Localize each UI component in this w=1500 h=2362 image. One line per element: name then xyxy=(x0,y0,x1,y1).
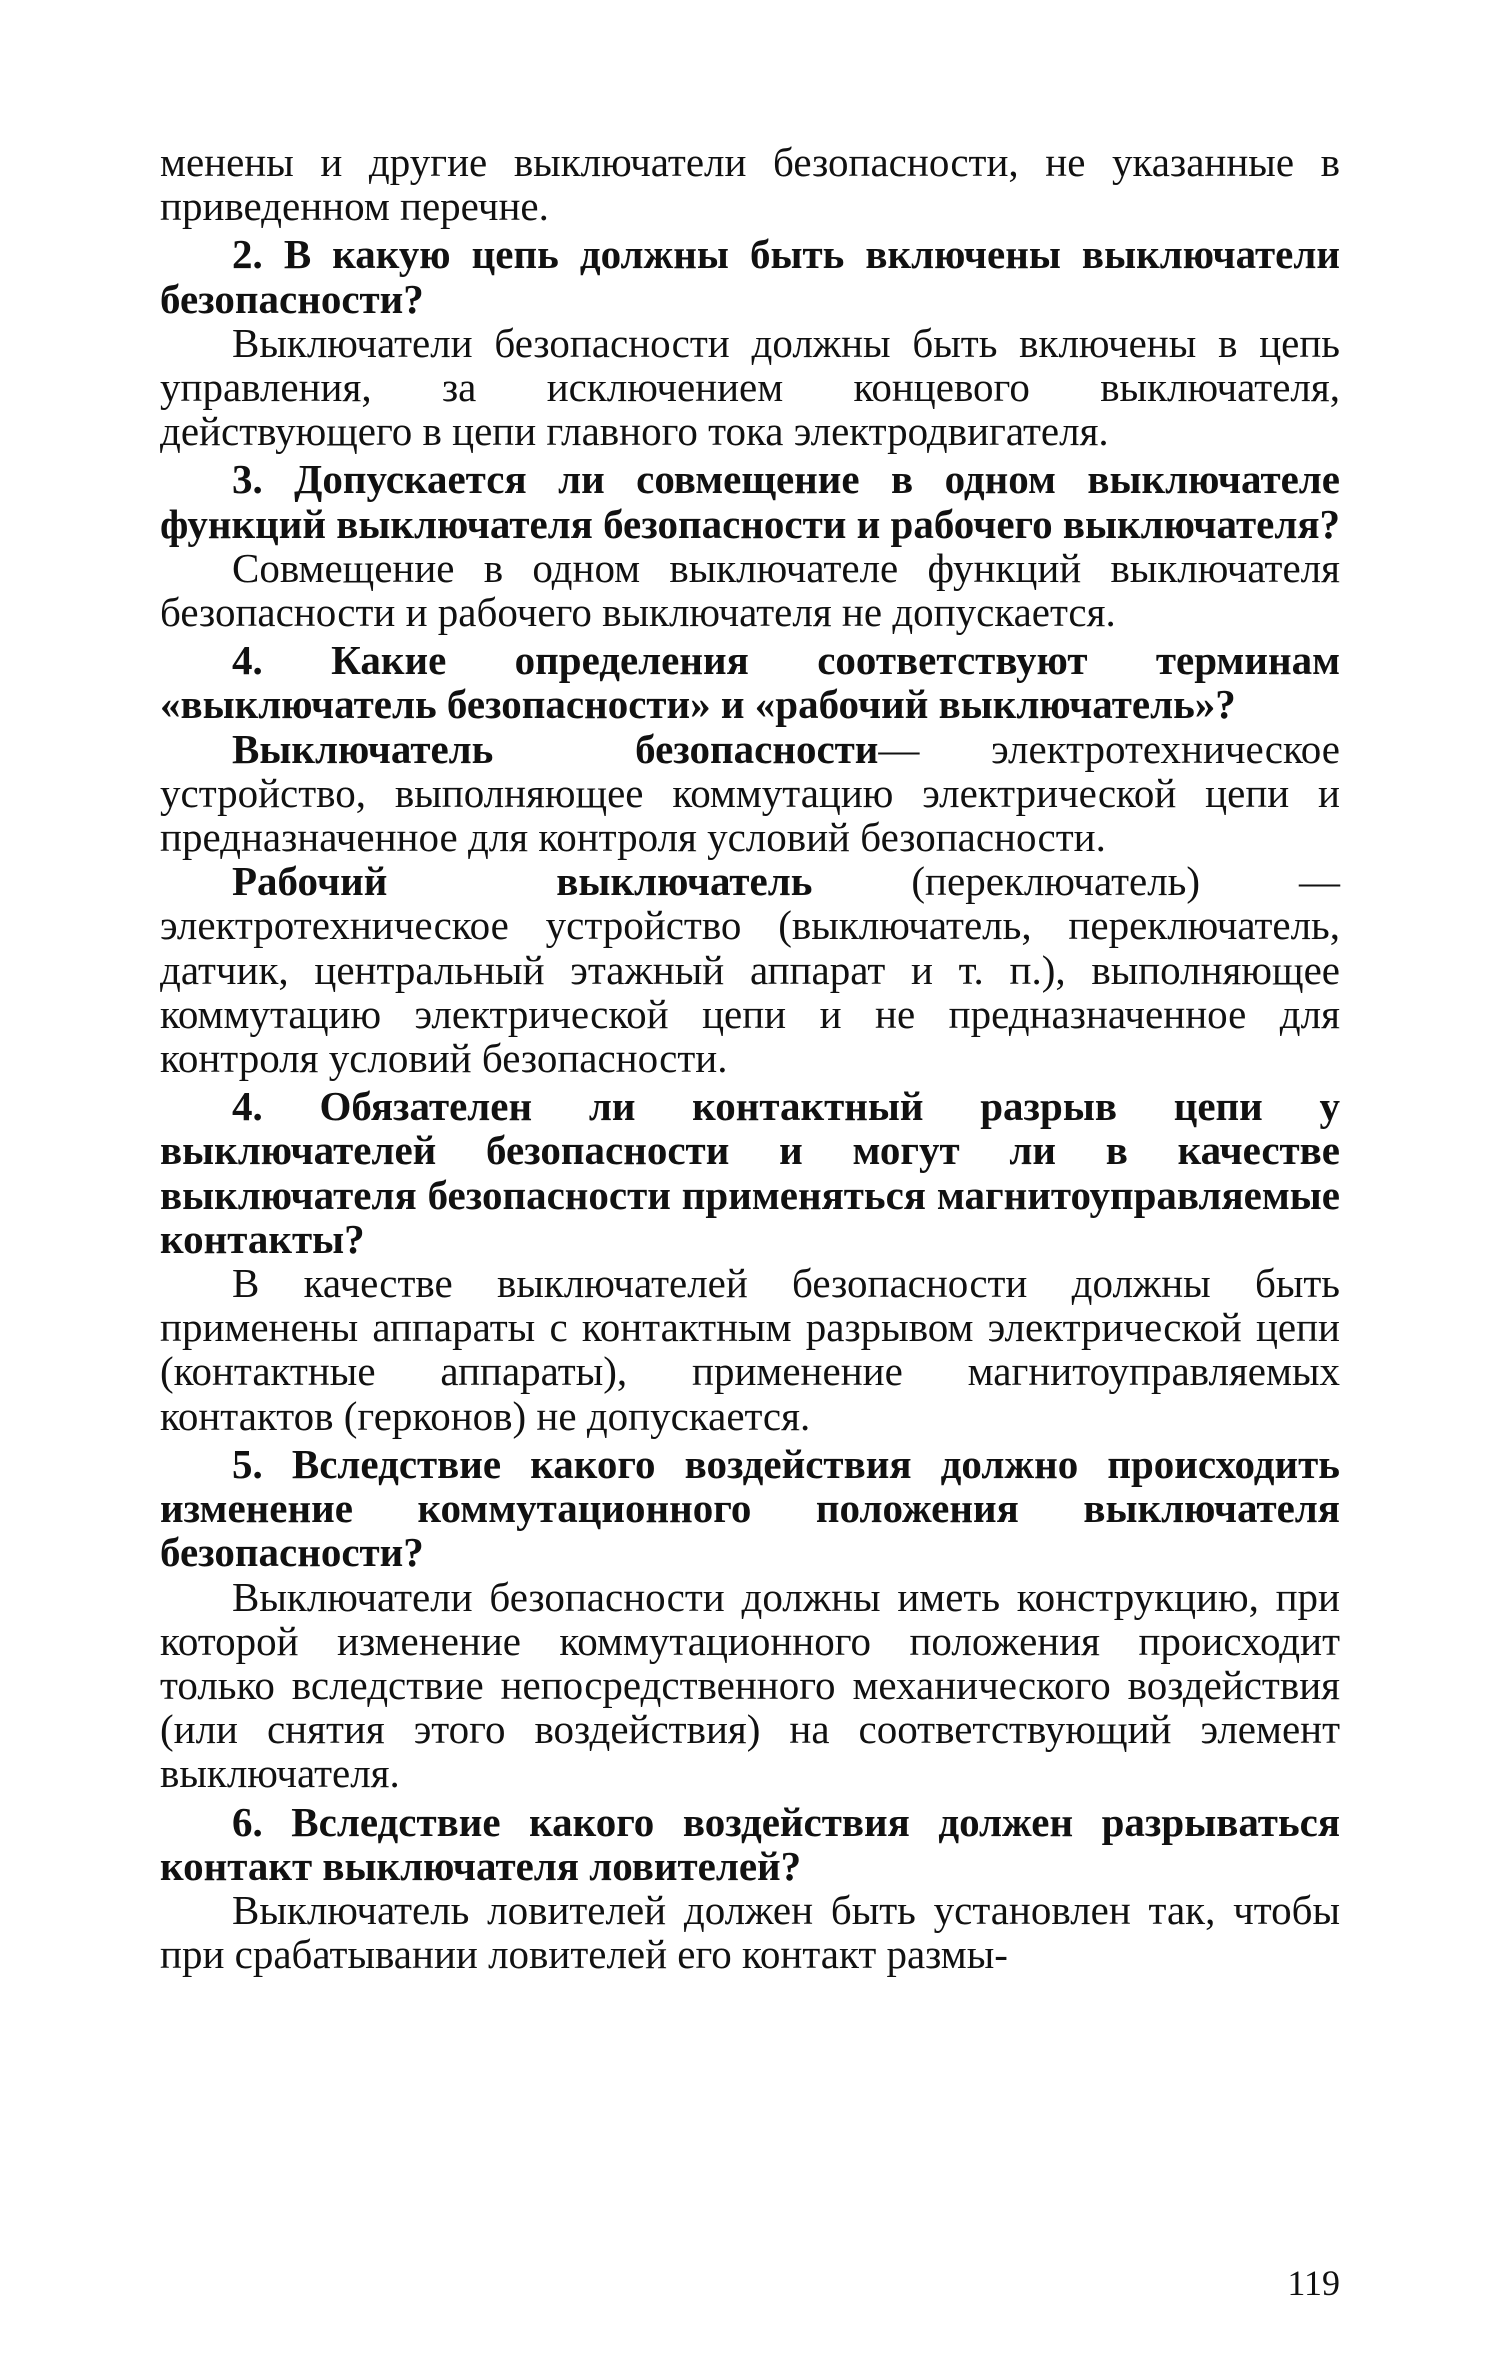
definition-safety-switch-text: — электротехническое устройство, выполняющее коммутацию электрической цепи и предназначенное для контроля условий безопасности. xyxy=(160,725,1340,861)
intro-paragraph: менены и другие выключатели безопасности, не указанные в приведенном перечне. xyxy=(160,139,1340,230)
term-working-switch: Рабочий выключатель xyxy=(232,858,813,905)
answer-4b: В качестве выключателей безопасности должны быть применены аппараты с контактным разрывом электрической цепи (контактные аппараты), применение магнитоуправляемых контактов (герконов) не допускается. xyxy=(160,1260,1340,1439)
question-5: 5. Вследствие какого воздействия должно происходить изменение коммутационного положения выключателя безопасности? xyxy=(160,1440,1340,1576)
question-4a: 4. Какие определения соответствуют терминам «выключатель безопасности» и «рабочий выключатель»? xyxy=(160,637,1340,728)
question-2: 2. В какую цепь должны быть включены выключатели безопасности? xyxy=(160,231,1340,322)
answer-2: Выключатели безопасности должны быть включены в цепь управления, за исключением концевого выключателя, действующего в цепи главного тока электродвигателя. xyxy=(160,319,1340,455)
definition-working-switch-text: (переключатель) — электротехническое устройство (выключатель, переключатель, датчик, центральный этажный аппарат и т. п.), выполняющее коммутацию электрической цепи и не предназначенное для контроля условий безопасности. xyxy=(160,858,1341,1082)
answer-5: Выключатели безопасности должны иметь конструкцию, при которой изменение коммутационного положения происходит только вследствие непосредственного механического воздействия (или снятия этого воздействия) на соответствующий элемент выключателя. xyxy=(160,1573,1340,1797)
question-4b: 4. Обязателен ли контактный разрыв цепи у выключателей безопасности и могут ли в качестве выключателя безопасности применяться магнитоуправляемые контакты? xyxy=(160,1083,1340,1262)
page-number: 119 xyxy=(1287,2263,1340,2303)
term-safety-switch: Выключатель безопасности xyxy=(232,725,879,772)
definition-working-switch xyxy=(160,859,1340,1080)
page-body xyxy=(160,140,1340,2340)
question-3: 3. Допускается ли совмещение в одном выключателе функций выключателя безопасности и рабочего выключателя? xyxy=(160,456,1341,547)
question-6: 6. Вследствие какого воздействия должен разрываться контакт выключателя ловителей? xyxy=(160,1798,1340,1889)
definition-safety-switch xyxy=(160,727,1340,860)
answer-6: Выключатель ловителей должен быть установлен так, чтобы при срабатывании ловителей его контакт размы- xyxy=(160,1886,1340,1978)
answer-3: Совмещение в одном выключателе функций выключателя безопасности и рабочего выключателя не допускается. xyxy=(160,544,1340,636)
